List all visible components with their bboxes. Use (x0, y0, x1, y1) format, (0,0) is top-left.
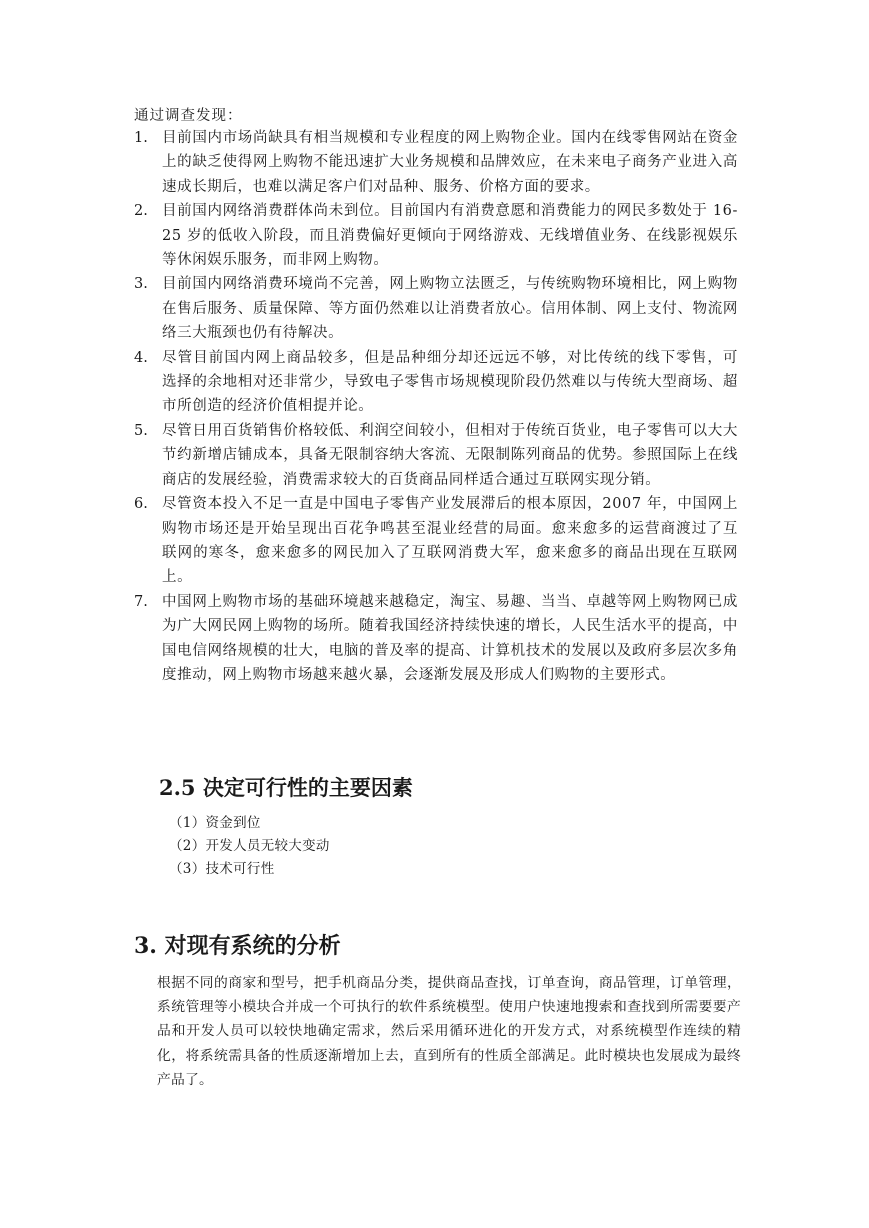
item-text: 尽管目前国内网上商品较多，但是品种细分却还远远不够，对比传统的线下零售，可 选择的余地相对还非常少，导致电子零售市场规模现阶段仍然难以与传统大型商场、超市所创造的经济价值相提并论。 (162, 349, 754, 415)
item-text: 尽管资本投入不足一直是中国电子零售产业发展滞后的根本原因，2007 年，中国网上购物市场还是开始呈现出百花争鸣甚至混业经营的局面。愈来愈多的运营商渡过了互 联网的寒冬，愈来愈多的网民加入了互联网消费大军，愈来愈多的商品出现在互联网上。 (162, 496, 754, 586)
section-heading-3: 3. 对现有系统的分析 (134, 933, 341, 959)
item-number: 2. (134, 203, 148, 220)
findings-list (134, 126, 754, 687)
section-heading-2-5: 2.5 决定可行性的主要因素 (159, 775, 413, 800)
intro-text: 通过调查发现： (134, 108, 243, 124)
list-item (134, 492, 754, 590)
list-item (134, 126, 738, 199)
item-text: 尽管日用百货销售价格较低、利润空间较小，但相对于传统百货业，电子零售可以大大节约新增店铺成本，具备无限制容纳大客流、无限制陈列商品的优势。参照国际上在线商店的发展经验，消费需求较大的百货商品同样适合通过互联网实现分销。 (162, 422, 738, 488)
item-text: 目前国内网络消费群体尚未到位。目前国内有消费意愿和消费能力的网民多数处于 16-25 岁的低收入阶段，而且消费偏好更倾向于网络游戏、无线增值业务、在线影视娱乐等休闲娱乐服务，而非网上购物。 (162, 203, 738, 269)
item-number: 5. (134, 422, 148, 439)
list-item (134, 199, 738, 272)
factor-item: （1）资金到位 (169, 815, 261, 831)
list-item (134, 346, 754, 419)
factors-list (169, 812, 330, 881)
item-text: 目前国内市场尚缺具有相当规模和专业程度的网上购物企业。国内在线零售网站在资金上的缺乏使得网上购物不能迅速扩大业务规模和品牌效应，在未来电子商务产业进入高速成长期后，也难以满足客户们对品种、服务、价格方面的要求。 (162, 130, 738, 195)
item-number: 4. (134, 349, 148, 366)
section-3-paragraph: 根据不同的商家和型号，把手机商品分类，提供商品查找，订单查询，商品管理，订单管理，系统管理等小模块合并成一个可执行的软件系统模型。使用户快速地搜索和查找到所需要要产品和开发人员可以较快地确定需求，然后采用循环进化的开发方式，对系统模型作连续的精化，将系统需具备的性质逐渐增加上去，直到所有的性质全部满足。此时模块也发展成为最终产品了。 (157, 975, 741, 1088)
item-number: 6. (134, 496, 148, 513)
item-text: 目前国内网络消费环境尚不完善，网上购物立法匮乏，与传统购物环境相比，网上购物在售后服务、质量保障、等方面仍然难以让消费者放心。信用体制、网上支付、物流网络三大瓶颈也仍有待解决。 (162, 276, 738, 342)
item-number: 3. (134, 276, 148, 293)
item-number: 1. (134, 130, 148, 146)
list-item (134, 590, 738, 688)
item-number: 7. (134, 593, 148, 610)
factor-item: （3）技术可行性 (169, 861, 275, 877)
item-text: 中国网上购物市场的基础环境越来越稳定，淘宝、易趣、当当、卓越等网上购物网已成为广大网民网上购物的场所。随着我国经济持续快速的增长，人民生活水平的提高，中国电信网络规模的壮大，电脑的普及率的提高、计算机技术的发展以及政府多层次多角度推动，网上购物市场越来越火暴，会逐渐发展及形成人们购物的主要形式。 (162, 593, 738, 683)
factor-item: （2）开发人员无较大变动 (169, 838, 330, 854)
list-item (134, 419, 738, 492)
list-item (134, 272, 738, 345)
